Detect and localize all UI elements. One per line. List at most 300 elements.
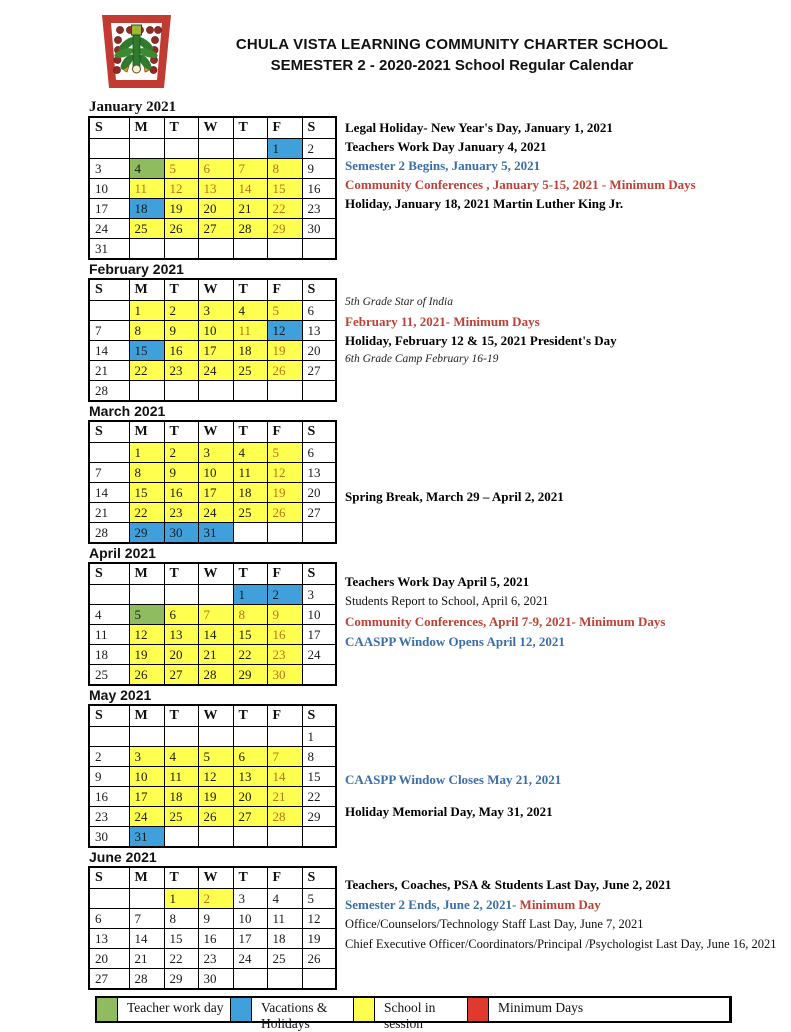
note: Teachers, Coaches, PSA & Students Last Day, June 2, 2021 [345,877,672,892]
day-cell: 10 [302,605,336,625]
week-row [89,645,336,665]
day-cell: 20 [198,199,233,219]
day-header-cell: S [89,279,129,301]
day-cell: 29 [233,665,267,686]
day-cell: 13 [164,625,198,645]
page-subtitle: SEMESTER 2 - 2020-2021 School Regular Calendar [270,57,634,74]
legend-swatch-school_in_session [354,998,375,1021]
day-cell: 19 [164,199,198,219]
day-cell: 25 [89,665,129,686]
day-cell: 2 [164,443,198,463]
legend [95,996,732,1031]
day-cell: 5 [267,443,302,463]
week-row [89,929,336,949]
day-cell: 11 [267,909,302,929]
day-cell [267,727,302,747]
day-cell [302,381,336,402]
day-cell: 29 [129,523,164,544]
day-cell: 25 [164,807,198,827]
day-cell [164,585,198,605]
month-calendar-april [88,546,337,686]
day-cell: 30 [302,219,336,239]
day-cell: 15 [129,483,164,503]
calendar-table-january [88,116,337,260]
day-header-cell: T [164,279,198,301]
month-section-june [88,850,791,990]
day-cell: 28 [89,381,129,402]
day-cell: 1 [164,889,198,909]
day-cell: 8 [233,605,267,625]
day-cell: 9 [267,605,302,625]
day-header-cell: M [129,705,164,727]
day-cell: 23 [89,807,129,827]
day-cell: 2 [198,889,233,909]
week-row [89,381,336,402]
day-cell: 12 [129,625,164,645]
day-cell: 28 [233,219,267,239]
day-cell: 19 [302,929,336,949]
day-cell: 5 [267,301,302,321]
day-cell [129,139,164,159]
day-cell: 4 [89,605,129,625]
day-cell [302,665,336,686]
day-cell: 28 [129,969,164,990]
day-header-cell: W [198,279,233,301]
day-cell [89,301,129,321]
day-cell: 12 [302,909,336,929]
week-row [89,665,336,686]
day-cell: 9 [164,463,198,483]
day-cell: 27 [164,665,198,686]
day-cell [89,139,129,159]
day-cell: 16 [302,179,336,199]
day-cell: 16 [198,929,233,949]
week-row [89,483,336,503]
day-cell: 12 [198,767,233,787]
week-row [89,159,336,179]
day-cell: 1 [129,443,164,463]
month-section-january [88,100,791,260]
day-cell: 9 [89,767,129,787]
day-cell: 13 [302,321,336,341]
day-cell: 18 [129,199,164,219]
day-cell [302,969,336,990]
day-cell [233,381,267,402]
week-row [89,767,336,787]
day-cell: 17 [198,341,233,361]
day-header-cell: T [164,421,198,443]
day-cell: 1 [129,301,164,321]
day-cell [233,139,267,159]
day-cell: 1 [233,585,267,605]
day-cell: 3 [233,889,267,909]
month-calendar-march [88,404,337,544]
day-header-row [89,117,336,139]
week-row [89,139,336,159]
day-cell: 20 [302,483,336,503]
month-notes-january [345,100,696,215]
month-label: January 2021 [89,99,177,115]
day-cell: 3 [198,443,233,463]
day-cell: 18 [233,483,267,503]
note: Students Report to School, April 6, 2021 [345,594,549,608]
day-header-cell: T [233,867,267,889]
day-cell: 11 [233,321,267,341]
day-header-cell: F [267,117,302,139]
note: CAASPP Window Opens April 12, 2021 [345,634,565,649]
day-cell: 8 [129,463,164,483]
day-header-cell: T [164,705,198,727]
day-header-cell: S [302,563,336,585]
day-cell: 11 [89,625,129,645]
day-cell: 27 [302,503,336,523]
day-cell: 4 [233,443,267,463]
day-cell: 25 [267,949,302,969]
day-cell: 31 [89,239,129,260]
day-cell: 18 [89,645,129,665]
note: Chief Executive Officer/Coordinators/Principal /Psychologist Last Day, June 16, 2021 [345,937,777,951]
day-cell: 6 [233,747,267,767]
title-block [232,34,672,76]
month-label: February 2021 [89,261,184,277]
day-header-cell: S [302,421,336,443]
day-cell: 28 [89,523,129,544]
day-header-cell: T [233,563,267,585]
day-cell: 2 [302,139,336,159]
day-cell: 25 [233,503,267,523]
day-cell [164,727,198,747]
calendar-table-february [88,278,337,402]
day-cell: 14 [89,483,129,503]
day-cell: 7 [198,605,233,625]
day-cell [129,381,164,402]
page-header [88,0,791,100]
day-cell: 29 [267,219,302,239]
week-row [89,625,336,645]
day-cell [198,827,233,848]
day-header-row [89,563,336,585]
day-header-row [89,421,336,443]
day-cell: 26 [267,503,302,523]
day-cell: 11 [233,463,267,483]
day-cell: 28 [198,665,233,686]
legend-swatch-teacher_work_day [97,998,118,1021]
note: 6th Grade Camp February 16-19 [345,353,499,365]
day-header-row [89,867,336,889]
calendar-table-may [88,704,337,848]
day-cell: 5 [129,605,164,625]
day-cell: 2 [164,301,198,321]
day-cell: 14 [89,341,129,361]
day-cell: 8 [129,321,164,341]
day-cell: 6 [302,443,336,463]
day-header-cell: S [302,279,336,301]
day-cell: 23 [302,199,336,219]
note [345,897,777,912]
day-cell: 30 [164,523,198,544]
note-part: Semester 2 Ends, June 2, 2021- [345,897,520,912]
day-header-cell: F [267,867,302,889]
day-cell: 23 [164,503,198,523]
month-section-may [88,688,791,848]
month-section-april [88,546,791,686]
day-cell: 16 [164,341,198,361]
day-cell: 10 [129,767,164,787]
day-cell: 23 [267,645,302,665]
day-cell: 3 [89,159,129,179]
week-row [89,301,336,321]
day-cell: 17 [129,787,164,807]
week-row [89,321,336,341]
day-header-cell: S [89,421,129,443]
day-cell: 18 [164,787,198,807]
day-cell: 22 [267,199,302,219]
day-cell: 14 [267,767,302,787]
day-cell [198,585,233,605]
day-cell: 10 [89,179,129,199]
week-row [89,727,336,747]
month-notes-february [345,262,617,371]
day-header-cell: M [129,279,164,301]
day-cell: 3 [302,585,336,605]
note: Legal Holiday- New Year's Day, January 1, 2021 [345,120,613,135]
day-header-cell: S [89,705,129,727]
day-cell: 19 [267,341,302,361]
week-row [89,179,336,199]
day-cell: 16 [164,483,198,503]
calendar-table-march [88,420,337,544]
month-calendar-may [88,688,337,848]
note: Holiday Memorial Day, May 31, 2021 [345,804,553,819]
week-row [89,341,336,361]
day-cell [233,523,267,544]
day-cell [302,523,336,544]
month-notes-april [345,546,665,654]
day-cell: 29 [302,807,336,827]
day-header-cell: F [267,279,302,301]
day-cell: 20 [302,341,336,361]
day-cell: 13 [302,463,336,483]
day-cell: 22 [129,503,164,523]
day-cell: 30 [89,827,129,848]
day-cell [89,889,129,909]
day-cell: 20 [164,645,198,665]
day-header-cell: W [198,117,233,139]
day-cell: 1 [267,139,302,159]
day-cell: 6 [302,301,336,321]
day-cell: 12 [267,321,302,341]
legend-swatch-vacation_holiday [231,998,252,1021]
note: Semester 2 Begins, January 5, 2021 [345,158,541,173]
legend-label: Teacher work day [118,998,231,1021]
day-cell [164,827,198,848]
month-label: March 2021 [89,403,166,419]
day-cell [233,827,267,848]
day-cell: 22 [164,949,198,969]
day-cell: 25 [129,219,164,239]
note: Teachers Work Day January 4, 2021 [345,139,547,154]
day-cell: 27 [89,969,129,990]
note: Holiday, February 12 & 15, 2021 President's Day [345,333,617,348]
day-cell [89,727,129,747]
day-cell: 10 [198,321,233,341]
day-cell: 3 [198,301,233,321]
week-row [89,503,336,523]
week-row [89,239,336,260]
day-cell [233,727,267,747]
week-row [89,361,336,381]
day-cell: 24 [129,807,164,827]
day-cell [164,239,198,260]
day-cell: 8 [267,159,302,179]
day-header-cell: M [129,563,164,585]
day-cell: 8 [164,909,198,929]
note: Community Conferences , January 5-15, 2021 - Minimum Days [345,177,696,192]
day-cell: 22 [233,645,267,665]
week-row [89,219,336,239]
day-cell: 7 [267,747,302,767]
day-cell: 23 [164,361,198,381]
day-header-cell: M [129,421,164,443]
day-cell: 19 [129,645,164,665]
day-header-cell: S [89,117,129,139]
day-header-cell: T [164,867,198,889]
day-header-cell: T [233,279,267,301]
legend-label: Vacations & Holidays [252,998,354,1021]
day-cell: 12 [267,463,302,483]
day-cell [198,139,233,159]
day-cell: 24 [198,503,233,523]
day-cell [302,239,336,260]
day-cell: 14 [233,179,267,199]
month-notes-may [345,688,561,823]
week-row [89,909,336,929]
week-row [89,949,336,969]
day-cell: 18 [233,341,267,361]
note: Spring Break, March 29 – April 2, 2021 [345,489,564,504]
day-cell: 12 [164,179,198,199]
day-cell [267,827,302,848]
day-cell: 16 [267,625,302,645]
day-cell: 7 [89,463,129,483]
day-cell: 8 [302,747,336,767]
day-cell: 10 [198,463,233,483]
day-cell: 18 [267,929,302,949]
day-cell: 5 [302,889,336,909]
calendar-table-june [88,866,337,990]
day-cell: 17 [89,199,129,219]
day-cell [267,239,302,260]
month-section-february [88,262,791,402]
day-header-cell: S [302,705,336,727]
month-calendar-june [88,850,337,990]
day-header-cell: T [233,117,267,139]
month-calendar-january [88,100,337,260]
day-cell: 4 [233,301,267,321]
day-header-cell: W [198,705,233,727]
day-cell: 28 [267,807,302,827]
day-header-row [89,279,336,301]
day-cell: 10 [233,909,267,929]
day-cell: 17 [198,483,233,503]
week-row [89,463,336,483]
week-row [89,199,336,219]
day-cell: 19 [198,787,233,807]
day-cell: 27 [302,361,336,381]
day-header-cell: S [302,867,336,889]
day-cell [198,239,233,260]
month-label: April 2021 [89,545,156,561]
week-row [89,889,336,909]
day-cell: 7 [89,321,129,341]
day-cell: 23 [198,949,233,969]
week-row [89,969,336,990]
day-cell: 9 [302,159,336,179]
day-cell: 1 [302,727,336,747]
day-header-cell: M [129,867,164,889]
day-cell: 2 [89,747,129,767]
day-header-cell: T [164,563,198,585]
day-cell [302,827,336,848]
day-cell: 20 [233,787,267,807]
day-cell: 2 [267,585,302,605]
week-row [89,605,336,625]
note: CAASPP Window Closes May 21, 2021 [345,772,562,787]
day-cell [129,727,164,747]
day-cell: 26 [198,807,233,827]
day-cell: 9 [164,321,198,341]
day-cell [233,239,267,260]
day-header-cell: F [267,563,302,585]
month-label: May 2021 [89,687,152,703]
week-row [89,585,336,605]
month-label: June 2021 [89,849,157,865]
day-cell: 21 [129,949,164,969]
day-cell: 11 [164,767,198,787]
day-cell: 30 [267,665,302,686]
month-notes-june [345,850,777,957]
day-header-cell: T [233,421,267,443]
legend-swatch-minimum_day [468,998,489,1021]
month-notes-march [345,404,564,508]
week-row [89,747,336,767]
day-cell: 15 [164,929,198,949]
day-cell: 24 [89,219,129,239]
day-cell: 21 [89,503,129,523]
day-cell: 13 [198,179,233,199]
day-cell: 29 [164,969,198,990]
day-cell [129,889,164,909]
day-cell: 15 [129,341,164,361]
day-cell [89,585,129,605]
day-cell: 27 [233,807,267,827]
note: Community Conferences, April 7-9, 2021- Minimum Days [345,614,666,629]
note: February 11, 2021- Minimum Days [345,314,540,329]
note: Office/Counselors/Technology Staff Last Day, June 7, 2021 [345,917,644,931]
day-cell: 6 [198,159,233,179]
day-cell [233,969,267,990]
day-cell: 13 [89,929,129,949]
day-cell: 17 [302,625,336,645]
day-cell: 6 [89,909,129,929]
day-cell [267,969,302,990]
day-header-cell: F [267,421,302,443]
day-cell: 13 [233,767,267,787]
day-cell: 22 [302,787,336,807]
day-cell: 14 [198,625,233,645]
week-row [89,443,336,463]
day-header-row [89,705,336,727]
